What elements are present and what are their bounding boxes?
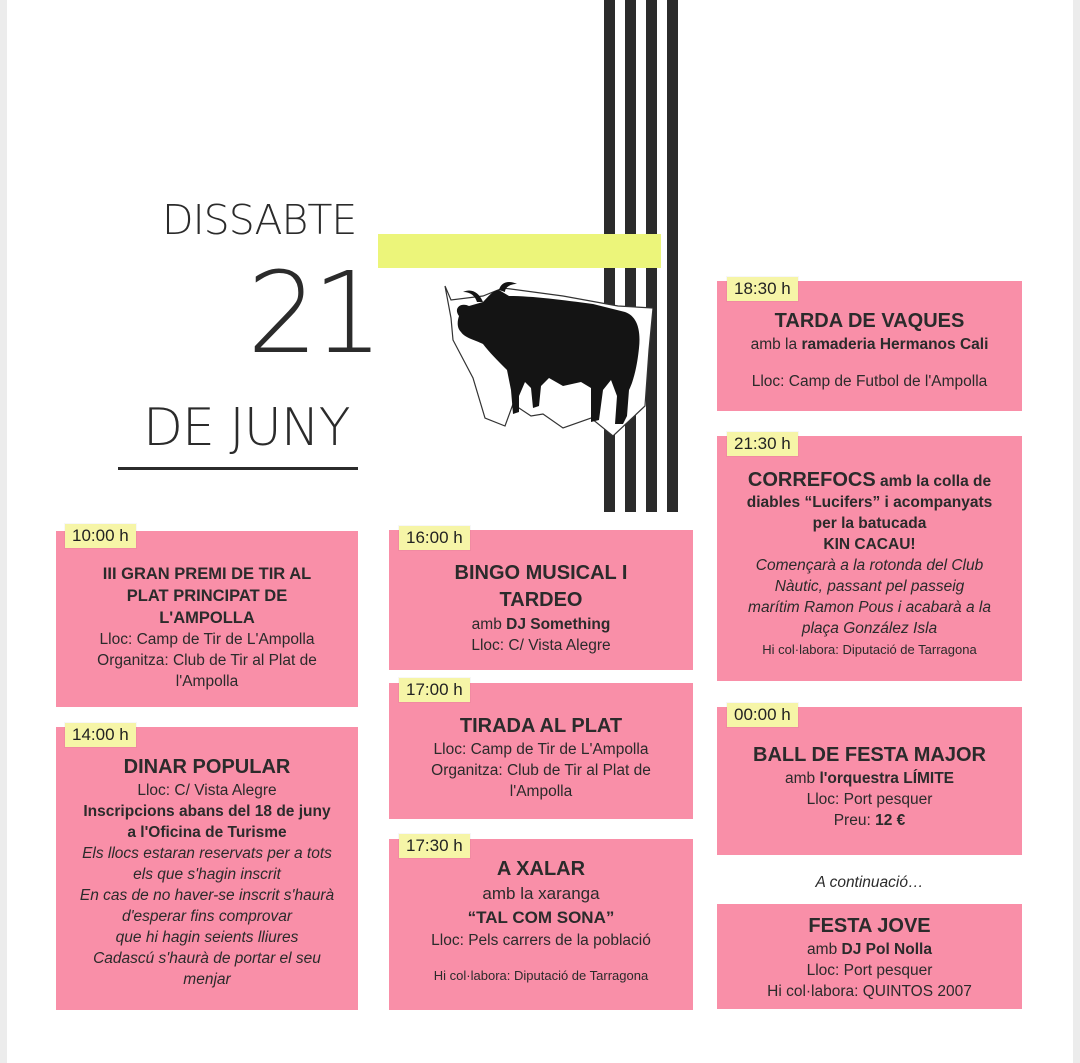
event-place: Lloc: Port pesquer <box>806 791 933 808</box>
event-organizer: Organitza: Club de Tir al Plat de l'Ampolla <box>97 652 317 690</box>
event-organizer: Organitza: Club de Tir al Plat de l'Ampolla <box>431 762 651 800</box>
event-notes: Els llocs estaran reservats per a tots els que s'hagin inscrit En cas de no haver-se inscrit s'haurà d'esperar fins comprovar que hi hagin seients lliures Cadascú s'haurà de portar el seu menjar <box>79 845 335 988</box>
poster <box>7 0 1073 1063</box>
time-tag: 14:00 h <box>65 723 136 747</box>
header-underline <box>118 467 358 470</box>
event-registration: Inscripcions abans del 18 de juny a l'Oficina de Turisme <box>83 803 331 841</box>
event-route: Començarà a la rotonda del Club Nàutic, passant pel passeig marítim Ramon Pous i acabarà a la plaça González Isla <box>748 557 991 637</box>
event-card-bingo <box>389 530 693 670</box>
event-place: Lloc: Camp de Futbol de l'Ampolla <box>751 373 988 390</box>
time-tag: 17:30 h <box>399 834 470 858</box>
day-name: DISSABTE <box>162 196 357 244</box>
event-collab: Hi col·labora: Diputació de Tarragona <box>433 968 649 983</box>
event-title: TIRADA AL PLAT <box>459 715 623 737</box>
bull-icon <box>443 278 653 436</box>
month: DE JUNY <box>143 398 350 458</box>
time-tag: 18:30 h <box>727 277 798 301</box>
event-with: amb la xaranga <box>482 884 600 903</box>
event-collab: Hi col·labora: QUINTOS 2007 <box>767 983 972 1000</box>
event-card-tir <box>56 531 358 707</box>
event-place: Lloc: Camp de Tir de L'Ampolla <box>99 631 315 648</box>
event-place: Lloc: Pels carrers de la població <box>431 932 651 949</box>
time-tag: 10:00 h <box>65 524 136 548</box>
event-title: CORREFOCS amb la colla de <box>747 469 992 491</box>
accent-bar <box>378 234 661 268</box>
event-place: Lloc: C/ Vista Alegre <box>137 782 277 799</box>
time-tag: 17:00 h <box>399 678 470 702</box>
event-place: Lloc: C/ Vista Alegre <box>471 637 611 654</box>
day-number: 21 <box>247 249 378 379</box>
event-with: amb l'orquestra LÍMITE <box>784 770 955 787</box>
event-title: DINAR POPULAR <box>123 756 291 778</box>
event-description: diables “Lucifers” i acompanyats per la batucada KIN CACAU! <box>746 494 993 553</box>
event-title: III GRAN PREMI DE TIR AL PLAT PRINCIPAT DE L'AMPOLLA <box>102 565 312 627</box>
event-title: BALL DE FESTA MAJOR <box>753 744 986 766</box>
time-tag: 16:00 h <box>399 526 470 550</box>
event-with: amb la ramaderia Hermanos Cali <box>750 336 989 353</box>
event-price: Preu: 12 € <box>833 812 906 829</box>
event-card-tirada <box>389 683 693 819</box>
event-title: TARDA DE VAQUES <box>774 310 965 332</box>
time-tag: 00:00 h <box>727 703 798 727</box>
continuation-text: A continuació… <box>815 874 924 891</box>
event-band: “TAL COM SONA” <box>467 908 615 927</box>
event-title: FESTA JOVE <box>808 915 931 937</box>
event-collab: Hi col·labora: Diputació de Tarragona <box>762 642 977 657</box>
event-title: BINGO MUSICAL I TARDEO <box>454 562 628 611</box>
event-place: Lloc: Port pesquer <box>806 962 933 979</box>
event-card-dinar <box>56 727 358 1010</box>
event-card-xalar <box>389 839 693 1010</box>
time-tag: 21:30 h <box>727 432 798 456</box>
event-card-correfocs <box>717 436 1022 681</box>
event-card-festa-jove <box>717 904 1022 1009</box>
event-with: amb DJ Something <box>471 616 611 633</box>
event-title: A XALAR <box>496 858 586 880</box>
event-with: amb DJ Pol Nolla <box>807 941 932 958</box>
event-card-ball <box>717 707 1022 855</box>
event-place: Lloc: Camp de Tir de L'Ampolla <box>433 741 649 758</box>
